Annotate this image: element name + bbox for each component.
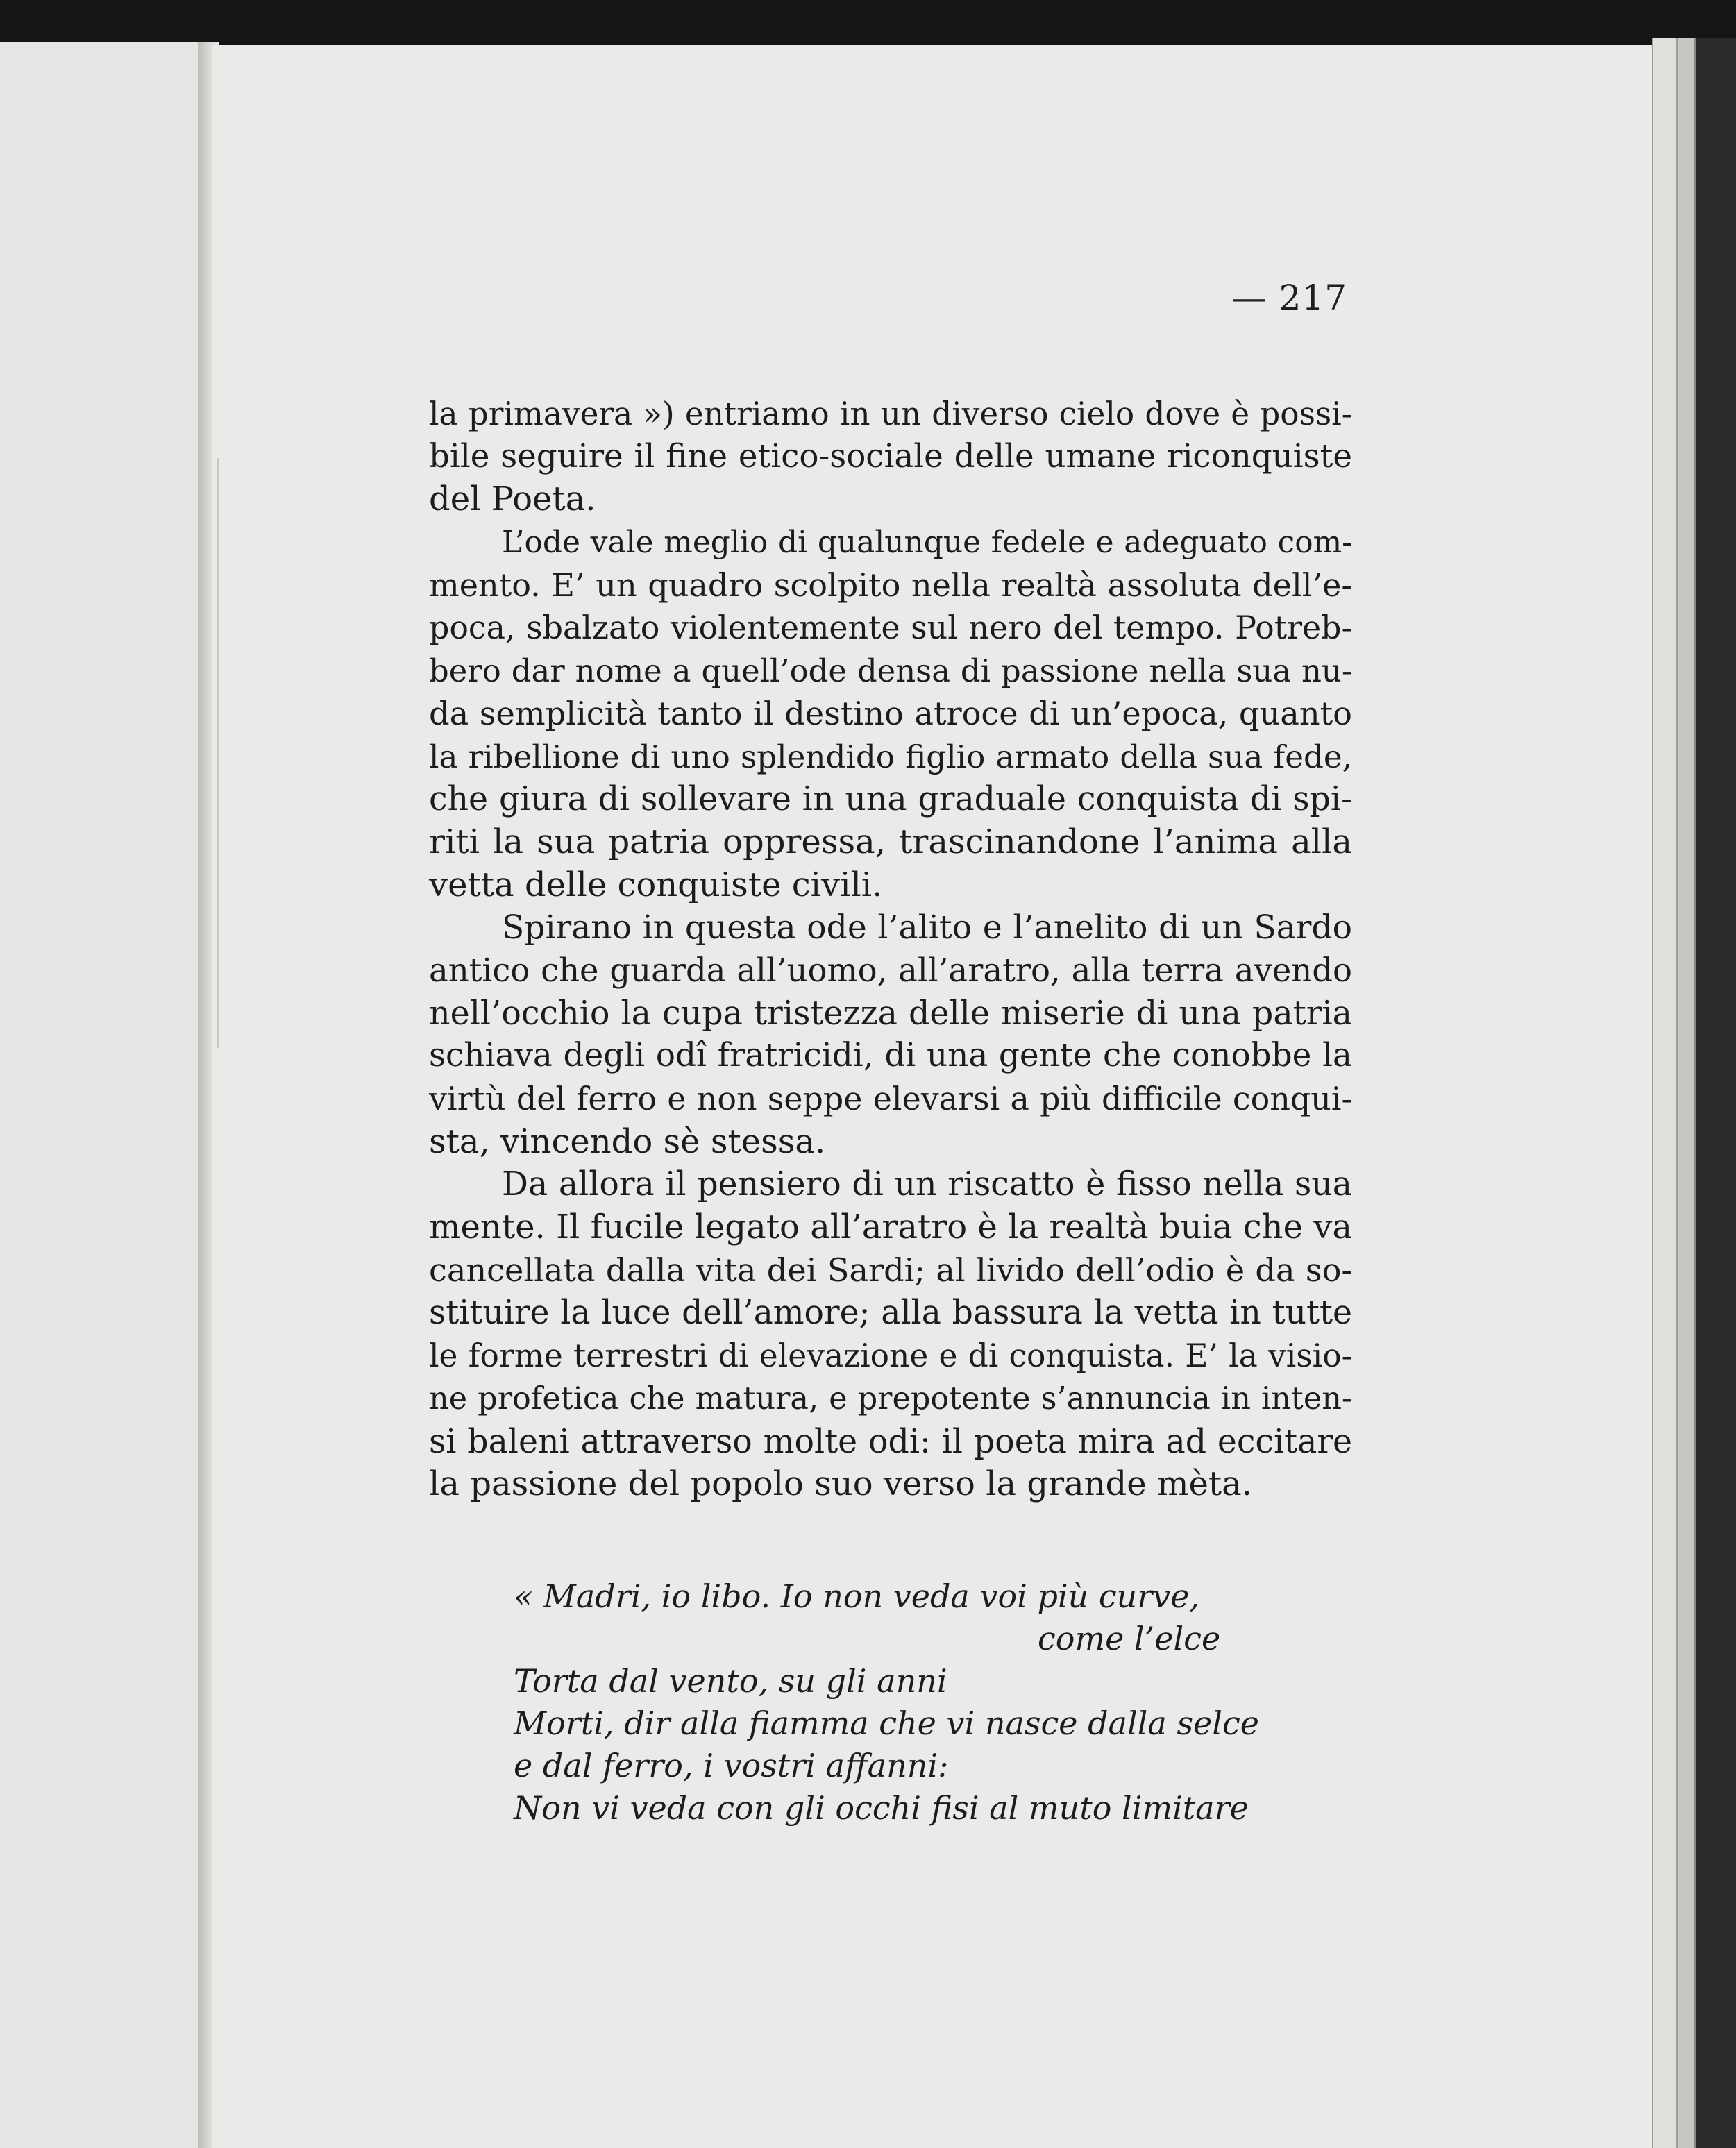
text-line: la passione del popolo suo verso la grande mèta. <box>429 1464 1253 1504</box>
text-line: antico che guarda all’uomo, all’aratro, alla terra avendo <box>429 951 1352 989</box>
text-line: ne profetica che matura, e prepotente s’annuncia in inten- <box>429 1380 1352 1417</box>
body-text <box>429 393 1352 1506</box>
text-line: Spirano in questa ode l’alito e l’anelito di un Sardo <box>502 908 1352 947</box>
verse-line: Morti, dir alla fiamma che vi nasce dalla selce <box>514 1705 1259 1742</box>
text-line: L’ode vale meglio di qualunque fedele e adeguato com- <box>502 525 1352 561</box>
text-line: mente. Il fucile legato all’aratro è la realtà buia che va <box>429 1208 1352 1247</box>
text-line: poca, sbalzato violentemente sul nero del tempo. Potreb- <box>429 609 1352 647</box>
facing-page <box>0 42 210 2148</box>
text-line: nell’occhio la cupa tristezza delle miserie di una patria <box>429 994 1352 1033</box>
text-line: si baleni attraverso molte odi: il poeta mira ad eccitare <box>429 1422 1352 1461</box>
verse-line: e dal ferro, i vostri affanni: <box>514 1747 949 1784</box>
scanner-background-top <box>0 0 1736 49</box>
verse-line: Torta dal vento, su gli anni <box>514 1662 947 1700</box>
margin-crease <box>217 458 219 1048</box>
text-line: la ribellione di uno splendido figlio armato della sua fede, <box>429 738 1352 775</box>
text-line: le forme terrestri di elevazione e di conquista. E’ la visio- <box>429 1337 1352 1375</box>
text-line: bile seguire il fine etico-sociale delle umane riconquiste <box>429 437 1352 475</box>
text-line: sta, vincendo sè stessa. <box>429 1122 826 1161</box>
text-line: vetta delle conquiste civili. <box>429 865 883 904</box>
book-cover-edge <box>1694 38 1736 2148</box>
text-line: da semplicità tanto il destino atroce di un’epoca, quanto <box>429 694 1352 732</box>
text-line: cancellata dalla vita dei Sardi; al livido dell’odio è da so- <box>429 1251 1352 1289</box>
text-line: la primavera ») entriamo in un diverso cielo dove è possi- <box>429 396 1352 432</box>
text-line: del Poeta. <box>429 480 596 519</box>
verse-line: « Madri, io libo. Io non veda voi più curve, <box>514 1578 1200 1615</box>
text-line: schiava degli odî fratricidi, di una gente che conobbe la <box>429 1037 1352 1075</box>
text-line: virtù del ferro e non seppe elevarsi a più difficile conqui- <box>429 1080 1352 1117</box>
text-line: stituire la luce dell’amore; alla bassura la vetta in tutte <box>429 1294 1352 1333</box>
page-number: — 217 <box>1231 278 1347 318</box>
text-line: bero dar nome a quell’ode densa di passione nella sua nu- <box>429 652 1352 690</box>
text-line: che giura di sollevare in una graduale conquista di spi- <box>429 780 1352 819</box>
verse-line: Non vi veda con gli occhi fisi al muto limitare <box>514 1789 1249 1827</box>
verse-line: come l’elce <box>1038 1620 1221 1657</box>
text-line: mento. E’ un quadro scolpito nella realtà assoluta dell’e- <box>429 566 1352 604</box>
verse-quotation <box>514 1575 1347 1829</box>
text-line: riti la sua patria oppressa, trascinandone l’anima alla <box>429 822 1352 861</box>
text-line: Da allora il pensiero di un riscatto è fisso nella sua <box>502 1165 1352 1204</box>
